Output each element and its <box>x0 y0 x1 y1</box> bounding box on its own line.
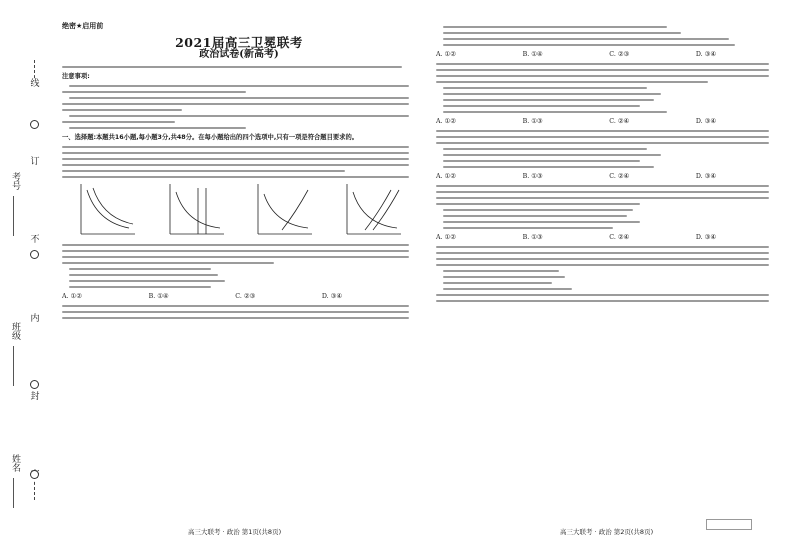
option-b: B. ①③ <box>522 117 543 125</box>
question-2 <box>62 244 416 301</box>
secret-label: 绝密★启用前 <box>62 22 104 30</box>
binding-word: 内 <box>30 313 40 324</box>
score-box <box>706 519 752 530</box>
option-c: C. ②④ <box>609 233 630 241</box>
question-5 <box>436 130 776 181</box>
exam-subtitle: 政治试卷(新高考) <box>199 49 279 61</box>
notes-label: 注意事项: <box>62 72 90 80</box>
right-column <box>436 22 776 306</box>
supply-demand-figures <box>62 182 416 240</box>
cut-line-words <box>29 80 41 480</box>
question-6 <box>436 185 776 242</box>
option-d: D. ③④ <box>695 233 716 241</box>
option-c: C. ②③ <box>609 50 630 58</box>
option-c: C. ②④ <box>609 172 630 180</box>
binding-hole-icon <box>30 250 39 259</box>
question-4 <box>436 63 776 126</box>
option-d: D. ③④ <box>695 50 716 58</box>
option-b: B. ①④ <box>522 50 543 58</box>
question-7 <box>436 246 776 290</box>
figure-2-curves <box>164 182 226 240</box>
q3-options <box>436 50 716 60</box>
figure-1-curves <box>75 182 137 240</box>
option-a: A. ①② <box>436 233 456 241</box>
page-footer-left: 高三大联考 · 政治 第1页(共8页) <box>188 528 282 536</box>
option-d: D. ③④ <box>695 117 716 125</box>
binding-hole-icon <box>30 380 39 389</box>
field-label-exam-number: 考号 <box>10 172 20 190</box>
left-column <box>62 22 416 323</box>
exam-info-line <box>62 66 402 68</box>
q4-options <box>436 117 716 127</box>
question-3-stem <box>62 305 416 319</box>
option-a: A. ①② <box>436 172 456 180</box>
field-line <box>13 346 14 386</box>
exam-title: 2021届高三卫冕联考 <box>175 34 303 50</box>
field-label-class: 班级 <box>10 322 20 340</box>
binding-word: 不 <box>30 235 40 246</box>
option-d: D. ③④ <box>321 292 342 300</box>
option-a: A. ①② <box>436 117 456 125</box>
option-b: B. ①③ <box>522 233 543 241</box>
binding-hole-icon <box>30 470 39 479</box>
option-b: B. ①④ <box>148 292 169 300</box>
q5-options <box>436 172 716 182</box>
section1-heading: 一、选择题:本题共16小题,每小题3分,共48分。在每小题给出的四个选项中,只有一项是符合题目要求的。 <box>62 133 359 141</box>
question-1 <box>62 146 416 178</box>
binding-word: 线 <box>30 79 40 89</box>
binding-word: 封 <box>30 391 40 402</box>
field-line <box>13 196 14 236</box>
option-b: B. ①③ <box>522 172 543 180</box>
question-3-items <box>436 26 776 60</box>
option-c: C. ②④ <box>609 117 630 125</box>
option-a: A. ①② <box>62 292 82 300</box>
binding-hole-icon <box>30 120 39 129</box>
option-c: C. ②③ <box>235 292 256 300</box>
option-d: D. ③④ <box>695 172 716 180</box>
binding-word: 订 <box>30 157 40 168</box>
page-footer-right: 高三大联考 · 政治 第2页(共8页) <box>560 528 654 536</box>
q2-options <box>62 292 342 302</box>
figure-4-curves <box>341 182 403 240</box>
q6-options <box>436 233 716 243</box>
figure-3-curves <box>252 182 314 240</box>
field-label-name: 姓名 <box>10 454 20 472</box>
option-a: A. ①② <box>436 50 456 58</box>
question-8-stem <box>436 294 776 302</box>
instructions <box>62 85 416 129</box>
field-line <box>13 478 14 508</box>
binding-margin <box>0 0 56 551</box>
